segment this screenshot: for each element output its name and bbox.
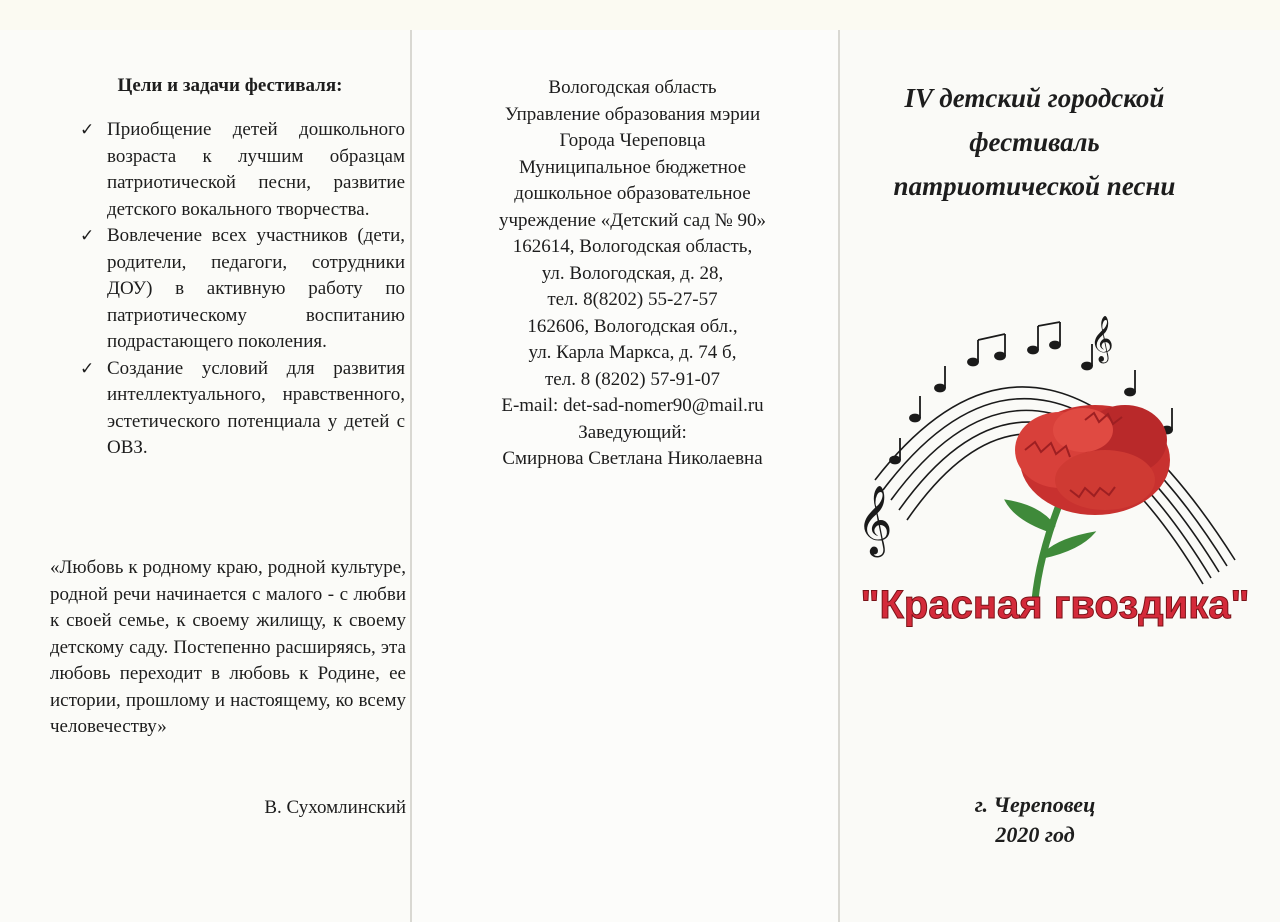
quote-author: В. Сухомлинский xyxy=(264,797,406,818)
phone-1: тел. 8(8202) 55-27-57 xyxy=(547,289,718,310)
festival-title-line-3: патриотической песни xyxy=(893,171,1176,201)
year: 2020 год xyxy=(995,822,1075,847)
address-2-line-1: 162606, Вологодская обл., xyxy=(527,315,738,337)
goals-title: Цели и задачи фестиваля: xyxy=(117,75,343,96)
goal-text: Создание условий для развития интеллектуального, нравственного, эстетического потенциала у детей с ОВЗ. xyxy=(107,357,405,458)
goal-item xyxy=(78,117,405,223)
fold-line-left xyxy=(410,30,412,922)
logo-title: "Красная гвоздика" xyxy=(860,583,1250,627)
quote-text: «Любовь к родному краю, родной культуре, родной речи начинается с малого - с любви к своей семье, к своему жилищу, к своему детскому саду. Постепенно расширяясь, эта любовь переходит в любовь к Родине, ее истории, прошлому и настоящему, ко всему человечеству» xyxy=(50,557,406,737)
scan-top-strip xyxy=(0,0,1280,31)
festival-title-line-1: IV детский городской xyxy=(904,83,1165,113)
checkmark-icon: ✓ xyxy=(80,226,95,245)
institution-line-2: дошкольное образовательное xyxy=(514,183,751,204)
address-2-line-2: ул. Карла Маркса, д. 74 б, xyxy=(528,342,737,363)
email: E-mail: det-sad-nomer90@mail.ru xyxy=(501,395,764,416)
fold-line-right xyxy=(838,30,840,922)
carnation-flower-icon xyxy=(1015,405,1170,515)
city: г. Череповец xyxy=(974,792,1096,817)
goal-text: Вовлечение всех участников (дети, родители, педагоги, сотрудники ДОУ) в активную работу по патриотическому воспитанию подрастающего поколения. xyxy=(107,225,405,352)
svg-text:𝄞: 𝄞 xyxy=(857,485,893,555)
checkmark-icon: ✓ xyxy=(80,120,95,139)
region-line: Вологодская область xyxy=(548,77,717,98)
goals-list xyxy=(78,117,405,462)
city-line: Города Череповца xyxy=(559,130,706,151)
carnation-logo xyxy=(855,300,1255,640)
svg-text:𝄞: 𝄞 xyxy=(1090,316,1114,362)
goal-text: Приобщение детей дошкольного возраста к лучшим образцам патриотической песни, развитие детского вокального творчества. xyxy=(107,119,405,220)
goal-item xyxy=(78,223,405,356)
institution-name: учреждение «Детский сад № 90» xyxy=(498,209,767,231)
address-1-line-1: 162614, Вологодская область, xyxy=(512,236,753,257)
festival-title xyxy=(862,76,1207,208)
contact-block xyxy=(470,75,795,473)
checkmark-icon: ✓ xyxy=(80,358,95,378)
city-block xyxy=(935,790,1135,850)
address-1-line-2: ул. Вологодская, д. 28, xyxy=(541,262,724,284)
head-name: Смирнова Светлана Николаевна xyxy=(502,448,763,469)
phone-2: тел. 8 (8202) 57-91-07 xyxy=(544,368,721,390)
institution-line-1: Муниципальное бюджетное xyxy=(518,156,747,178)
goal-item xyxy=(78,356,405,462)
head-label: Заведующий: xyxy=(578,421,687,443)
department-line: Управление образования мэрии xyxy=(504,103,761,125)
festival-title-line-2: фестиваль xyxy=(969,127,1100,157)
